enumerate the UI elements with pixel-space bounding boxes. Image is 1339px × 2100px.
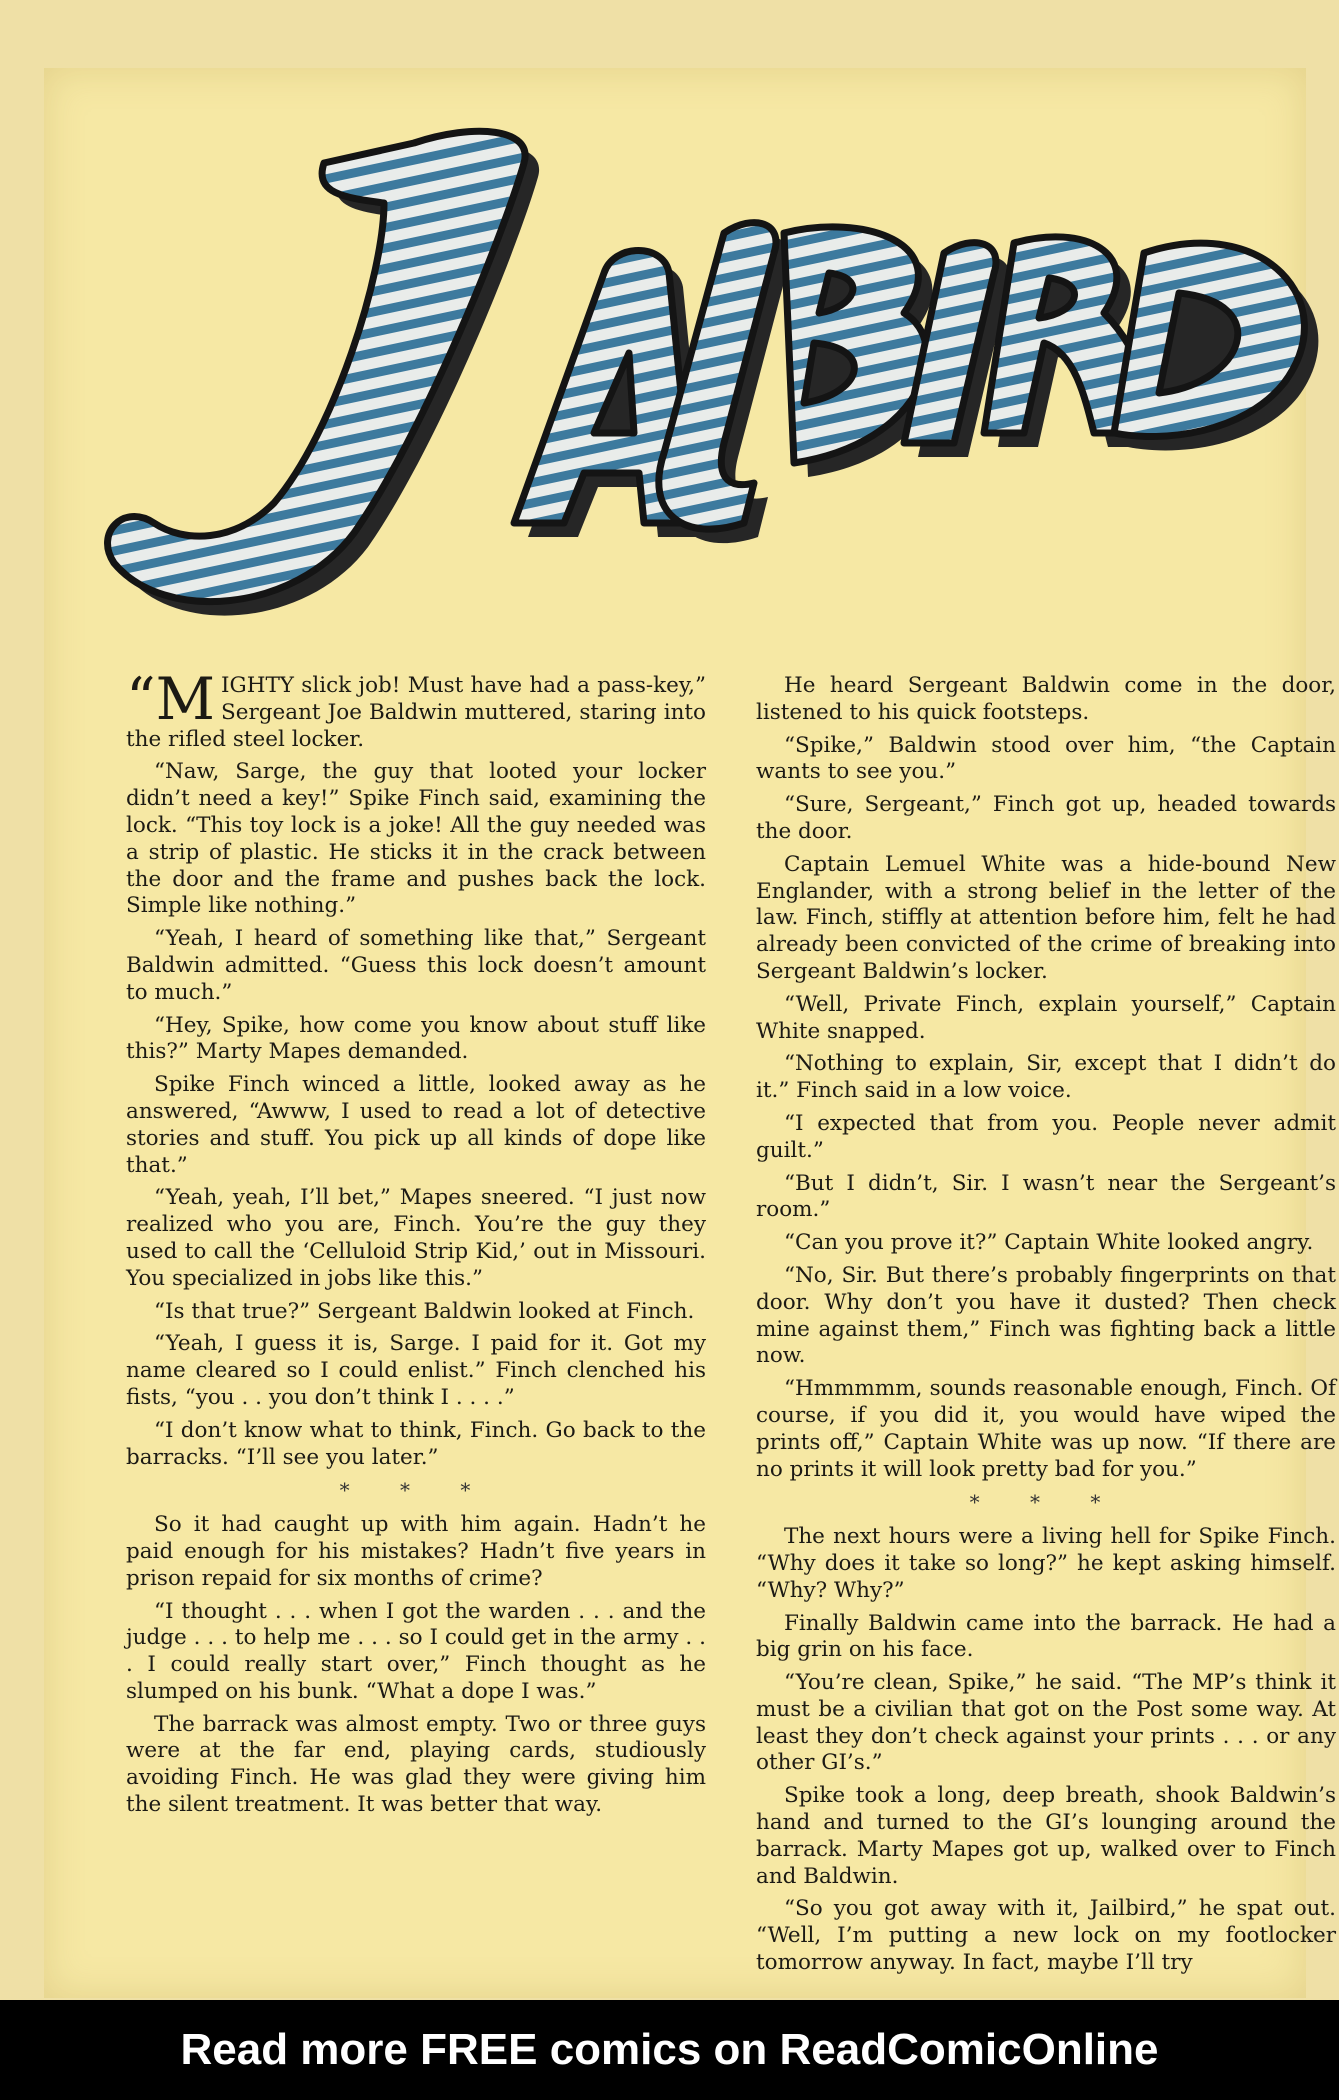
paragraph: “Naw, Sarge, the guy that looted your locker didn’t need a key!” Spike Finch said, examining the lock. “This toy lock is a joke! All the guy needed was a strip of plastic. He sticks it in the crack between the door and the frame and pushes back the lock. Simple like nothing.” [126, 759, 706, 919]
drop-cap: “M [126, 665, 216, 733]
paragraph: “No, Sir. But there’s probably fingerprints on that door. Why don’t you have it dusted? Then check mine against them,” Finch was fighting back a little now. [756, 1262, 1336, 1369]
paragraph: “I don’t know what to think, Finch. Go back to the barracks. “I’ll see you later.” [126, 1417, 706, 1470]
text-panel [44, 68, 1336, 1998]
paragraph: “You’re clean, Spike,” he said. “The MP’s think it must be a civilian that got on the Post some way. At least they don’t check against your prints . . . or any other GI’s.” [756, 1670, 1336, 1776]
paragraph: “I thought . . . when I got the warden . . . and the judge . . . to help me . . . so I could get in the army . . . I could really start over,” Finch thought as he slumped on his bunk. “What a dope I was.” [126, 1598, 706, 1704]
paragraph: “Yeah, I guess it is, Sarge. I paid for it. Got my name cleared so I could enlist.” Finch clenched his fists, “you . . you don’t think I . . . .” [126, 1331, 706, 1410]
paragraph: “So you got away with it, Jailbird,” he spat out. “Well, I’m putting a new lock on my footlocker tomorrow anyway. In fact, maybe I’ll try [756, 1896, 1336, 1976]
paragraph: So it had caught up with him again. Hadn’t he paid enough for his mistakes? Hadn’t five years in prison repaid for six months of crime? [126, 1512, 706, 1591]
paragraph: The next hours were a living hell for Spike Finch. “Why does it take so long?” he kept asking himself. “Why? Why?” [756, 1524, 1336, 1603]
paragraph: “Is that true?” Sergeant Baldwin looked at Finch. [154, 1298, 695, 1324]
paragraph: Finally Baldwin came into the barrack. He had a big grin on his face. [756, 1610, 1336, 1663]
scene-separator: * * * [339, 1478, 493, 1503]
left-column [126, 665, 706, 1825]
paragraph: The barrack was almost empty. Two or three guys were at the far end, playing cards, studiously avoiding Finch. He was glad they were giving him the silent treatment. It was better that way. [126, 1711, 706, 1818]
paragraph: “But I didn’t, Sir. I wasn’t near the Sergeant’s room.” [756, 1170, 1336, 1223]
paragraph: “Nothing to explain, Sir, except that I didn’t do it.” Finch said in a low voice. [756, 1051, 1336, 1104]
paragraph: “Well, Private Finch, explain yourself,” Captain White snapped. [756, 991, 1336, 1044]
paragraph: Spike Finch winced a little, looked away as he answered, “Awww, I used to read a lot of detective stories and stuff. You pick up all kinds of dope like that.” [126, 1072, 706, 1178]
paragraph: “Can you prove it?” Captain White looked angry. [784, 1230, 1314, 1256]
promo-footer-banner[interactable] [0, 2000, 1339, 2100]
paragraph: “Spike,” Baldwin stood over him, “the Captain wants to see you.” [756, 732, 1336, 785]
paragraph: Spike took a long, deep breath, shook Baldwin’s hand and turned to the GI’s lounging around the barrack. Marty Mapes got up, walked over to Finch and Baldwin. [756, 1783, 1336, 1889]
paragraph: “Yeah, I heard of something like that,” Sergeant Baldwin admitted. “Guess this lock doesn’t amount to much.” [126, 926, 706, 1005]
paragraph: “Hey, Spike, how come you know about stuff like this?” Marty Mapes demanded. [126, 1012, 706, 1065]
footer-text[interactable]: Read more FREE comics on ReadComicOnline [180, 2025, 1159, 2074]
paragraph: “Sure, Sergeant,” Finch got up, headed towards the door. [756, 792, 1336, 844]
paragraph: “MIGHTY slick job! Must have had a pass-key,” Sergeant Joe Baldwin muttered, staring into the rifled steel locker. [126, 665, 706, 752]
paragraph: “I expected that from you. People never admit guilt.” [756, 1110, 1336, 1163]
logo-title [44, 68, 45, 69]
paragraph: “Hmmmmm, sounds reasonable enough, Finch. Of course, if you did it, you would have wiped the prints off,” Captain White was up now. “If there are no prints it will look pretty bad for you.” [756, 1376, 1336, 1482]
jailbird-logo [84, 103, 1334, 663]
scene-separator: * * * [969, 1490, 1123, 1515]
paragraph: He heard Sergeant Baldwin come in the door, listened to his quick footsteps. [756, 673, 1336, 725]
right-column [756, 673, 1336, 1983]
paragraph: “Yeah, yeah, I’ll bet,” Mapes sneered. “I just now realized who you are, Finch. You’re the guy they used to call the ‘Celluloid Strip Kid,’ out in Missouri. You specialized in jobs like this.” [126, 1185, 706, 1291]
paragraph: Captain Lemuel White was a hide-bound New Englander, with a strong belief in the letter of the law. Finch, stiffly at attention before him, felt he had already been convicted of the crime of breaking into Sergeant Baldwin’s locker. [756, 851, 1336, 984]
